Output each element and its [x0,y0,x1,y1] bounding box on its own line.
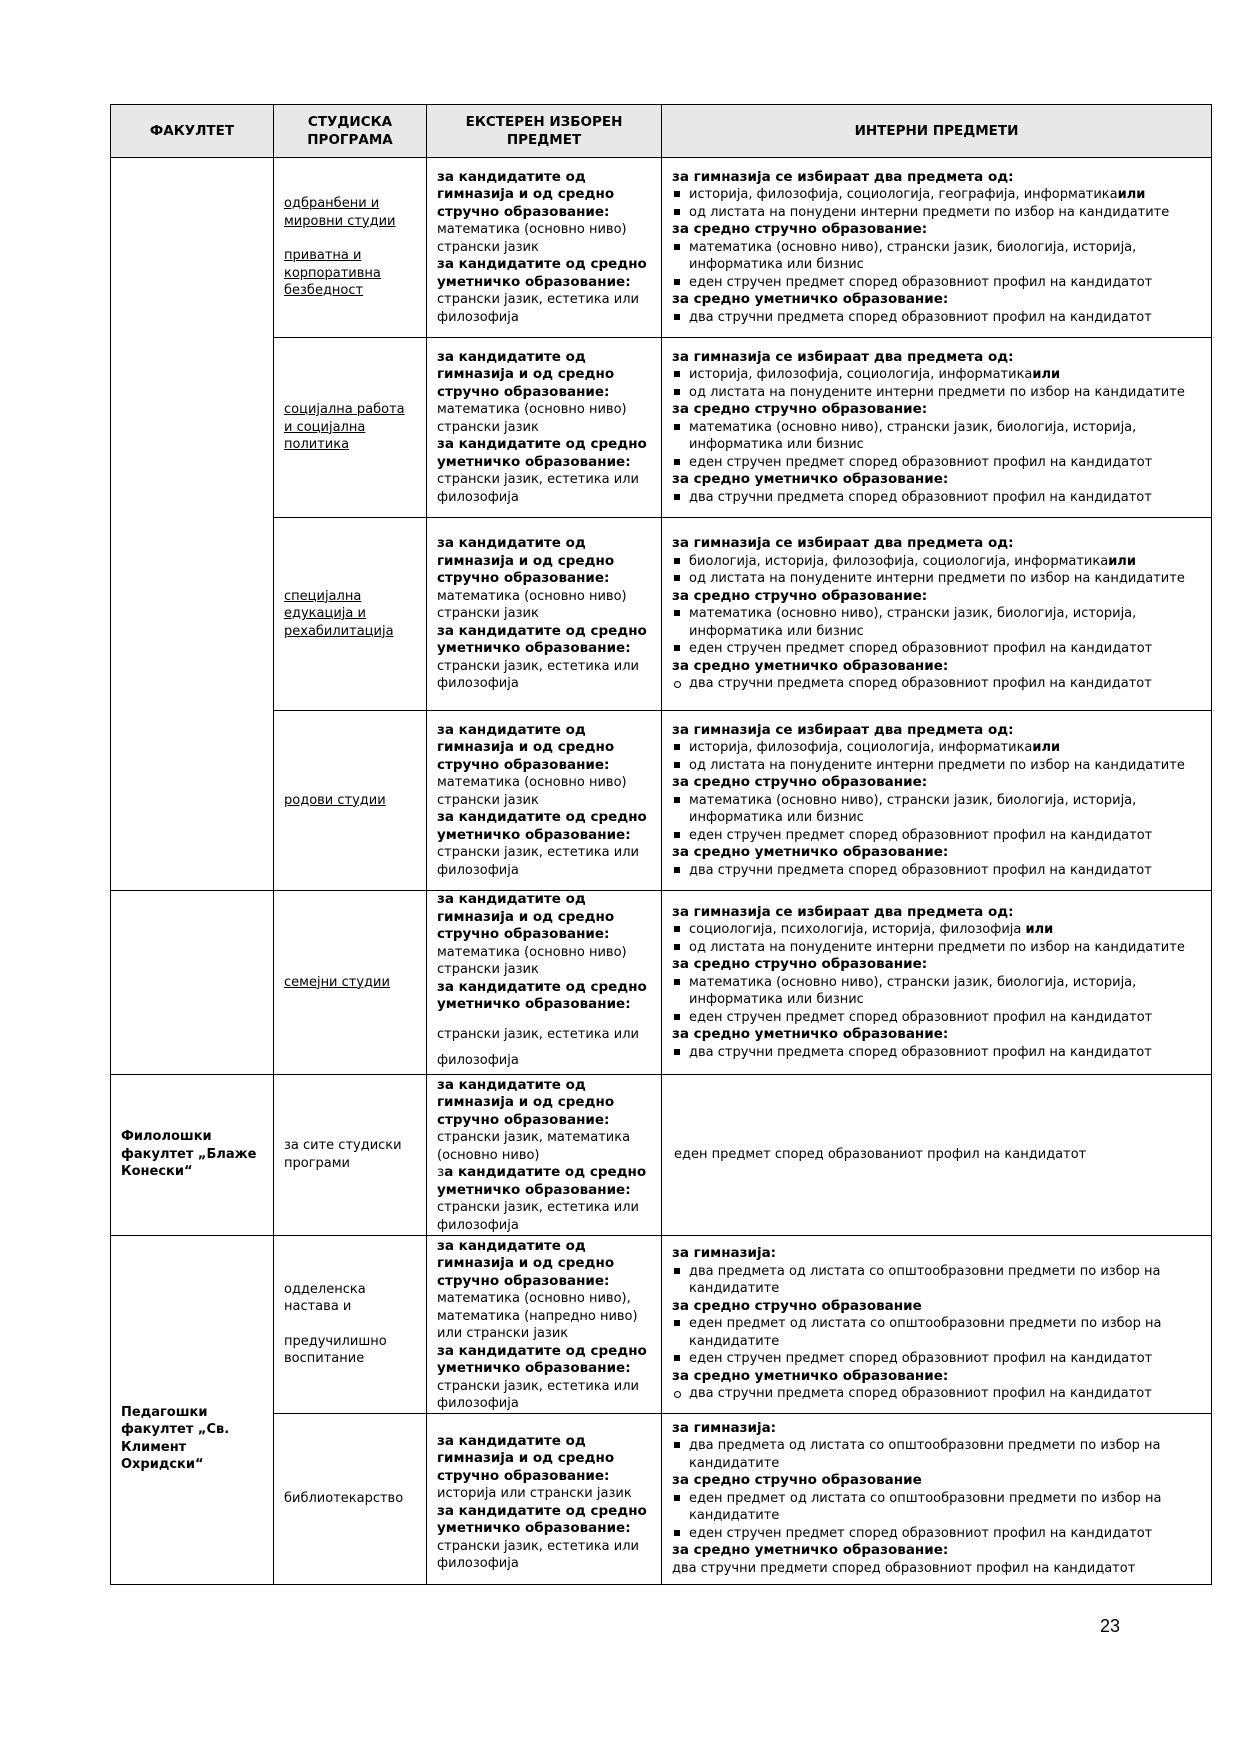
list-item: математика (основно ниво), странски јазик, биологија, историја, информатика или бизнис [672,419,1201,454]
faculty-cell: Педагошки факултет „Св. Климент Охридски“ [111,1235,274,1584]
program-link[interactable]: одбранбени и мировни студии [284,196,396,229]
int-heading: за средно стручно образование [672,1472,922,1489]
program-cell [274,158,427,338]
external-cell [427,891,662,1075]
int-heading: за гимназија: [672,1245,777,1262]
int-heading: за гимназија се избираат два предмета од: [672,168,1014,185]
program-cell [274,711,427,891]
list-item: еден стручен предмет според образовниот профил на кандидатот [672,454,1201,472]
program-text: предучилишно воспитание [284,1333,387,1366]
list-item: два стручни предмета според образовниот профил на кандидатот [672,1385,1201,1403]
ext-heading: за кандидатите од средно уметничко образование: [437,978,647,1012]
int-heading: за средно уметничко образование: [672,471,949,488]
external-cell [427,518,662,711]
header-external: ЕКСТЕРЕН ИЗБОРЕН ПРЕДМЕТ [427,105,662,158]
int-heading: за средно стручно образование [672,1297,922,1314]
list-item: два стручни предмета според образовниот профил на кандидатот [672,489,1201,507]
list-item: два стручни предмета според образовниот профил на кандидатот [672,309,1201,327]
table-row [111,158,1212,338]
list-item: еден стручен предмет според образовниот профил на кандидатот [672,1350,1201,1368]
faculty-cell [111,891,274,1075]
int-heading: за средно стручно образование: [672,774,928,791]
ext-heading: за кандидатите од гимназија и од средно стручно образование: [437,891,615,942]
list-item: од листата на понудените интерни предмети по избор на кандидатите [672,384,1201,402]
program-link[interactable]: социјална работа и социјална политика [284,402,405,453]
list-item: еден предмет од листата со општообразовни предмети по избор на кандидатите [672,1490,1201,1525]
ext-heading: за кандидатите од средно уметничко образование: [437,436,647,470]
int-heading: за средно уметничко образование: [672,1026,949,1042]
table-row [111,1235,1212,1413]
list-item: од листата на понудените интерни предмети по избор на кандидатите [672,757,1201,775]
list-item: два предмета од листата со општообразовни предмети по избор на кандидатите [672,1437,1201,1472]
ext-subjects: странски јазик, естетика или филозофија [437,1538,639,1571]
program-cell [274,1413,427,1584]
list-item: математика (основно ниво), странски јазик, биологија, историја, информатика или бизнис [672,239,1201,274]
list-item: историја, филозофија, социологија, информатикаили [672,366,1201,384]
ext-subjects: математика (основно ниво) странски јазик [437,222,627,255]
admission-table [110,104,1212,1585]
int-heading: за гимназија се избираат два предмета од: [672,903,1014,920]
table-row [111,711,1212,891]
ext-subjects: странски јазик, естетика или филозофија [437,472,639,505]
list-item: два стручни предмета според образовниот профил на кандидатот [672,1044,1201,1062]
ext-subjects: странски јазик, естетика или филозофија [437,1026,639,1068]
program-text: библиотекарство [284,1490,404,1506]
list-item: математика (основно ниво), странски јазик, биологија, историја, информатика или бизнис [672,605,1201,640]
list-item: историја, филозофија, социологија, географија, информатикаили [672,186,1201,204]
ext-subjects: странски јазик, математика (основно ниво) [437,1130,631,1163]
list-item: еден предмет од листата со општообразовни предмети по избор на кандидатите [672,1315,1201,1350]
ext-heading: за кандидатите од гимназија и од средно стручно образование: [437,1432,615,1484]
header-program: СТУДИСКА ПРОГРАМА [274,105,427,158]
list-item: два стручни предмета според образовниот профил на кандидатот [672,675,1201,693]
ext-heading: за кандидатите од средно уметничко образование: [437,622,647,657]
page-number: 23 [1100,1616,1121,1636]
ext-heading: за кандидатите од гимназија и од средно стручно образование: [437,1076,615,1128]
ext-heading: за кандидатите од гимназија и од средно стручно образование: [437,1237,615,1289]
internal-cell [662,711,1212,891]
table-row [111,1413,1212,1584]
program-link[interactable]: родови студии [284,792,386,808]
internal-cell [662,891,1212,1075]
list-item: математика (основно ниво), странски јазик, биологија, историја, информатика или бизнис [672,792,1201,827]
ext-subjects: историја или странски јазик [437,1486,632,1501]
faculty-cell: Филолошки факултет „Блаже Конески“ [111,1074,274,1235]
list-item: социологија, психологија, историја, филозофија или [672,921,1201,939]
program-cell [274,518,427,711]
list-item: од листата на понудените интерни предмети по избор на кандидатите [672,570,1201,588]
internal-cell [662,518,1212,711]
program-text: одделенска настава и [284,1281,366,1314]
int-heading: за средно уметничко образование: [672,291,949,308]
list-item: два стручни предмети според образовниот профил на кандидатот [672,1560,1136,1576]
program-cell [274,338,427,518]
program-cell [274,1235,427,1413]
list-item: два предмета од листата со општообразовни предмети по избор на кандидатите [672,1263,1201,1298]
ext-heading: за кандидатите од гимназија и од средно стручно образование: [437,348,615,400]
list-item: од листата на понудените интерни предмети по избор на кандидатите [672,939,1201,957]
ext-heading: за кандидатите од средно уметничко образование: [437,809,647,843]
ext-subjects: математика (основно ниво) странски јазик [437,402,627,435]
ext-subjects: странски јазик, естетика или филозофија [437,845,639,878]
ext-subjects: странски јазик, естетика или филозофија [437,1200,639,1233]
int-heading: за средно уметничко образование: [672,1542,949,1559]
list-item: математика (основно ниво), странски јазик, биологија, историја, информатика или бизнис [672,974,1201,1009]
external-cell [427,711,662,891]
ext-heading: за кандидатите од гимназија и од средно стручно образование: [437,168,615,220]
ext-subjects: странски јазик, естетика или филозофија [437,1378,639,1411]
list-item: еден стручен предмет според образовниот профил на кандидатот [672,274,1201,292]
table-row [111,338,1212,518]
faculty-cell [111,158,274,891]
list-item: од листата на понудени интерни предмети по избор на кандидатите [672,204,1201,222]
external-cell [427,158,662,338]
table-row [111,1074,1212,1235]
program-link[interactable]: специјална едукација и рехабилитација [284,588,394,639]
program-text: за сите студиски програми [284,1138,402,1171]
ext-subjects: странски јазик, естетика или филозофија [437,658,639,692]
program-link[interactable]: семејни студии [284,974,390,990]
table-row [111,891,1212,1075]
list-item: еден стручен предмет според образовниот профил на кандидатот [672,1009,1201,1027]
ext-heading: за кандидатите од средно уметничко образование: [437,1502,647,1536]
int-heading: за средно стручно образование: [672,587,928,604]
external-cell [427,338,662,518]
header-faculty: ФАКУЛТЕТ [111,105,274,158]
list-item: историја, филозофија, социологија, информатикаили [672,739,1201,757]
int-heading: за средно уметничко образование: [672,1367,949,1384]
list-item: биологија, историја, филозофија, социологија, информатикаили [672,553,1201,571]
table-header-row [111,105,1212,158]
program-cell [274,891,427,1075]
ext-heading: за кандидатите од средно уметничко образование: [437,256,647,290]
ext-subjects: математика (основно ниво), математика (напредно ниво) или странски јазик [437,1291,638,1341]
int-heading: за средно уметничко образование: [672,657,949,674]
int-heading: за средно стручно образование: [672,221,928,238]
external-cell [427,1235,662,1413]
int-heading: за средно стручно образование: [672,401,928,418]
int-heading: за гимназија се избираат два предмета од: [672,535,1014,552]
internal-cell [662,158,1212,338]
ext-subjects: математика (основно ниво) странски јазик [437,588,627,622]
ext-heading: за кандидатите од средно уметничко образование: [437,1342,647,1376]
ext-heading: за кандидатите од гимназија и од средно стручно образование: [437,721,615,773]
ext-subjects: странски јазик, естетика или филозофија [437,292,639,325]
ext-subjects: математика (основно ниво) странски јазик [437,944,627,977]
ext-heading: за кандидатите од гимназија и од средно стручно образование: [437,535,615,587]
table-row [111,518,1212,711]
internal-cell [662,1413,1212,1584]
int-heading: за гимназија се избираат два предмета од: [672,721,1014,738]
list-item: два стручни предмета според образовниот профил на кандидатот [672,862,1201,880]
ext-subjects: математика (основно ниво) странски јазик [437,775,627,808]
external-cell [427,1413,662,1584]
program-link[interactable]: приватна и корпоративна безбедност [284,248,381,299]
list-item: еден стручен предмет според образовниот профил на кандидатот [672,1525,1201,1543]
int-heading: за средно уметничко образование: [672,844,949,861]
list-item: еден стручен предмет според образовниот профил на кандидатот [672,827,1201,845]
int-heading: за гимназија се избираат два предмета од: [672,348,1014,365]
header-internal: ИНТЕРНИ ПРЕДМЕТИ [662,105,1212,158]
internal-cell [662,338,1212,518]
ext-heading: за кандидатите од средно уметничко образование: [437,1164,647,1198]
internal-cell [662,1235,1212,1413]
external-cell [427,1074,662,1235]
program-cell [274,1074,427,1235]
int-heading: за гимназија: [672,1419,777,1436]
int-heading: за средно стручно образование: [672,956,928,972]
internal-cell: еден предмет според образованиот профил на кандидатот [662,1074,1212,1235]
list-item: еден стручен предмет според образовниот профил на кандидатот [672,640,1201,658]
